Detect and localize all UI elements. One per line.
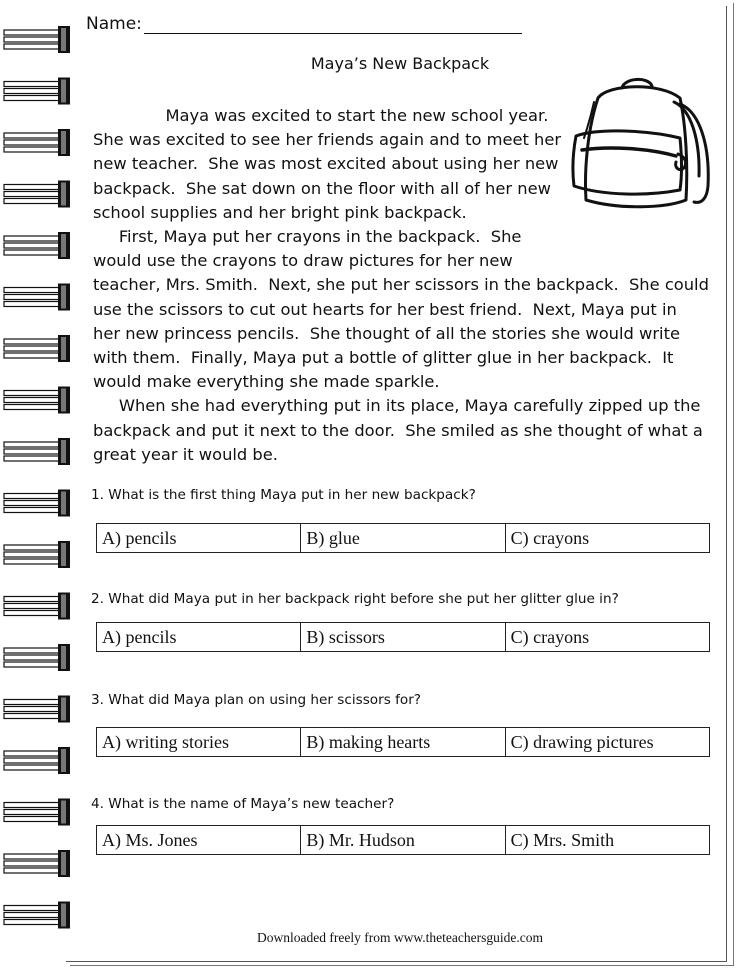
spiral-ring-icon [4, 541, 70, 568]
spiral-ring-icon [4, 232, 70, 259]
answer-option[interactable]: A) pencils [97, 623, 301, 651]
answer-option[interactable]: A) writing stories [97, 728, 301, 756]
story-line: backpack and put it next to the door. She smiled as she thought of what a [93, 420, 703, 440]
answer-option[interactable]: B) glue [301, 524, 505, 552]
answer-option[interactable]: A) pencils [97, 524, 301, 552]
story-line: First, Maya put her crayons in the backpack. She [93, 227, 522, 247]
question-text: 1. What is the first thing Maya put in her new backpack? [91, 487, 476, 503]
story-line: school supplies and her bright pink backpack. [93, 202, 467, 222]
answer-choices [96, 727, 710, 757]
answer-choices [96, 622, 710, 652]
question-text: 2. What did Maya put in her backpack right before she put her glitter glue in? [91, 591, 619, 607]
story-line: her new princess pencils. She thought of all the stories she would write [93, 323, 680, 343]
spiral-ring-icon [4, 799, 70, 826]
footer-credit: Downloaded freely from www.theteachersguide.com [257, 930, 543, 945]
answer-choices [96, 523, 710, 553]
story-line: She was excited to see her friends again and to meet her [93, 130, 562, 150]
story-line: When she had everything put in its place, Maya carefully zipped up the [93, 396, 701, 416]
answer-option[interactable]: C) crayons [510, 527, 590, 548]
spiral-ring-icon [4, 644, 70, 671]
answer-option[interactable]: B) making hearts [301, 728, 505, 756]
question-text: 4. What is the name of Maya’s new teacher? [91, 796, 395, 812]
story-line: with them. Finally, Maya put a bottle of glitter glue in her backpack. It [93, 348, 674, 368]
answer-option[interactable]: B) scissors [301, 623, 505, 651]
spiral-ring-icon [4, 284, 70, 311]
name-field [86, 14, 522, 34]
answer-option[interactable]: C) crayons [510, 626, 590, 647]
spiral-ring-icon [4, 593, 70, 620]
answer-option[interactable]: A) Ms. Jones [97, 826, 301, 854]
spiral-ring-icon [4, 902, 70, 929]
spiral-ring-icon [4, 438, 70, 465]
question-text: 3. What did Maya plan on using her scissors for? [91, 692, 422, 708]
spiral-ring-icon [4, 387, 70, 414]
spiral-binding-icon [0, 0, 80, 970]
answer-choices [96, 825, 710, 855]
spiral-ring-icon [4, 490, 70, 517]
name-label: Name: [86, 14, 142, 34]
answer-option[interactable]: C) drawing pictures [510, 731, 654, 752]
spiral-ring-icon [4, 26, 70, 53]
spiral-ring-icon [4, 129, 70, 156]
story-line: teacher, Mrs. Smith. Next, she put her scissors in the backpack. She could [93, 275, 709, 295]
answer-option[interactable]: B) Mr. Hudson [301, 826, 505, 854]
spiral-ring-icon [4, 747, 70, 774]
story-line: Maya was excited to start the new school year. [93, 106, 549, 125]
story-line: would use the crayons to draw pictures for her new [93, 251, 513, 271]
story-line: use the scissors to cut out hearts for her best friend. Next, Maya put in [93, 299, 677, 319]
backpack-illustration [568, 76, 716, 224]
name-blank-line [144, 17, 522, 34]
answer-option[interactable]: C) Mrs. Smith [510, 829, 615, 850]
story-line: backpack. She sat down on the floor with all of her new [93, 178, 551, 198]
worksheet-title: Maya’s New Backpack [310, 54, 490, 73]
spiral-ring-icon [4, 181, 70, 208]
spiral-ring-icon [4, 850, 70, 877]
spiral-ring-icon [4, 696, 70, 723]
spiral-ring-icon [4, 78, 70, 105]
story-line: great year it would be. [93, 444, 278, 464]
spiral-ring-icon [4, 335, 70, 362]
story-line: new teacher. She was most excited about using her new [93, 154, 559, 174]
story-line: would make everything she made sparkle. [93, 372, 440, 392]
